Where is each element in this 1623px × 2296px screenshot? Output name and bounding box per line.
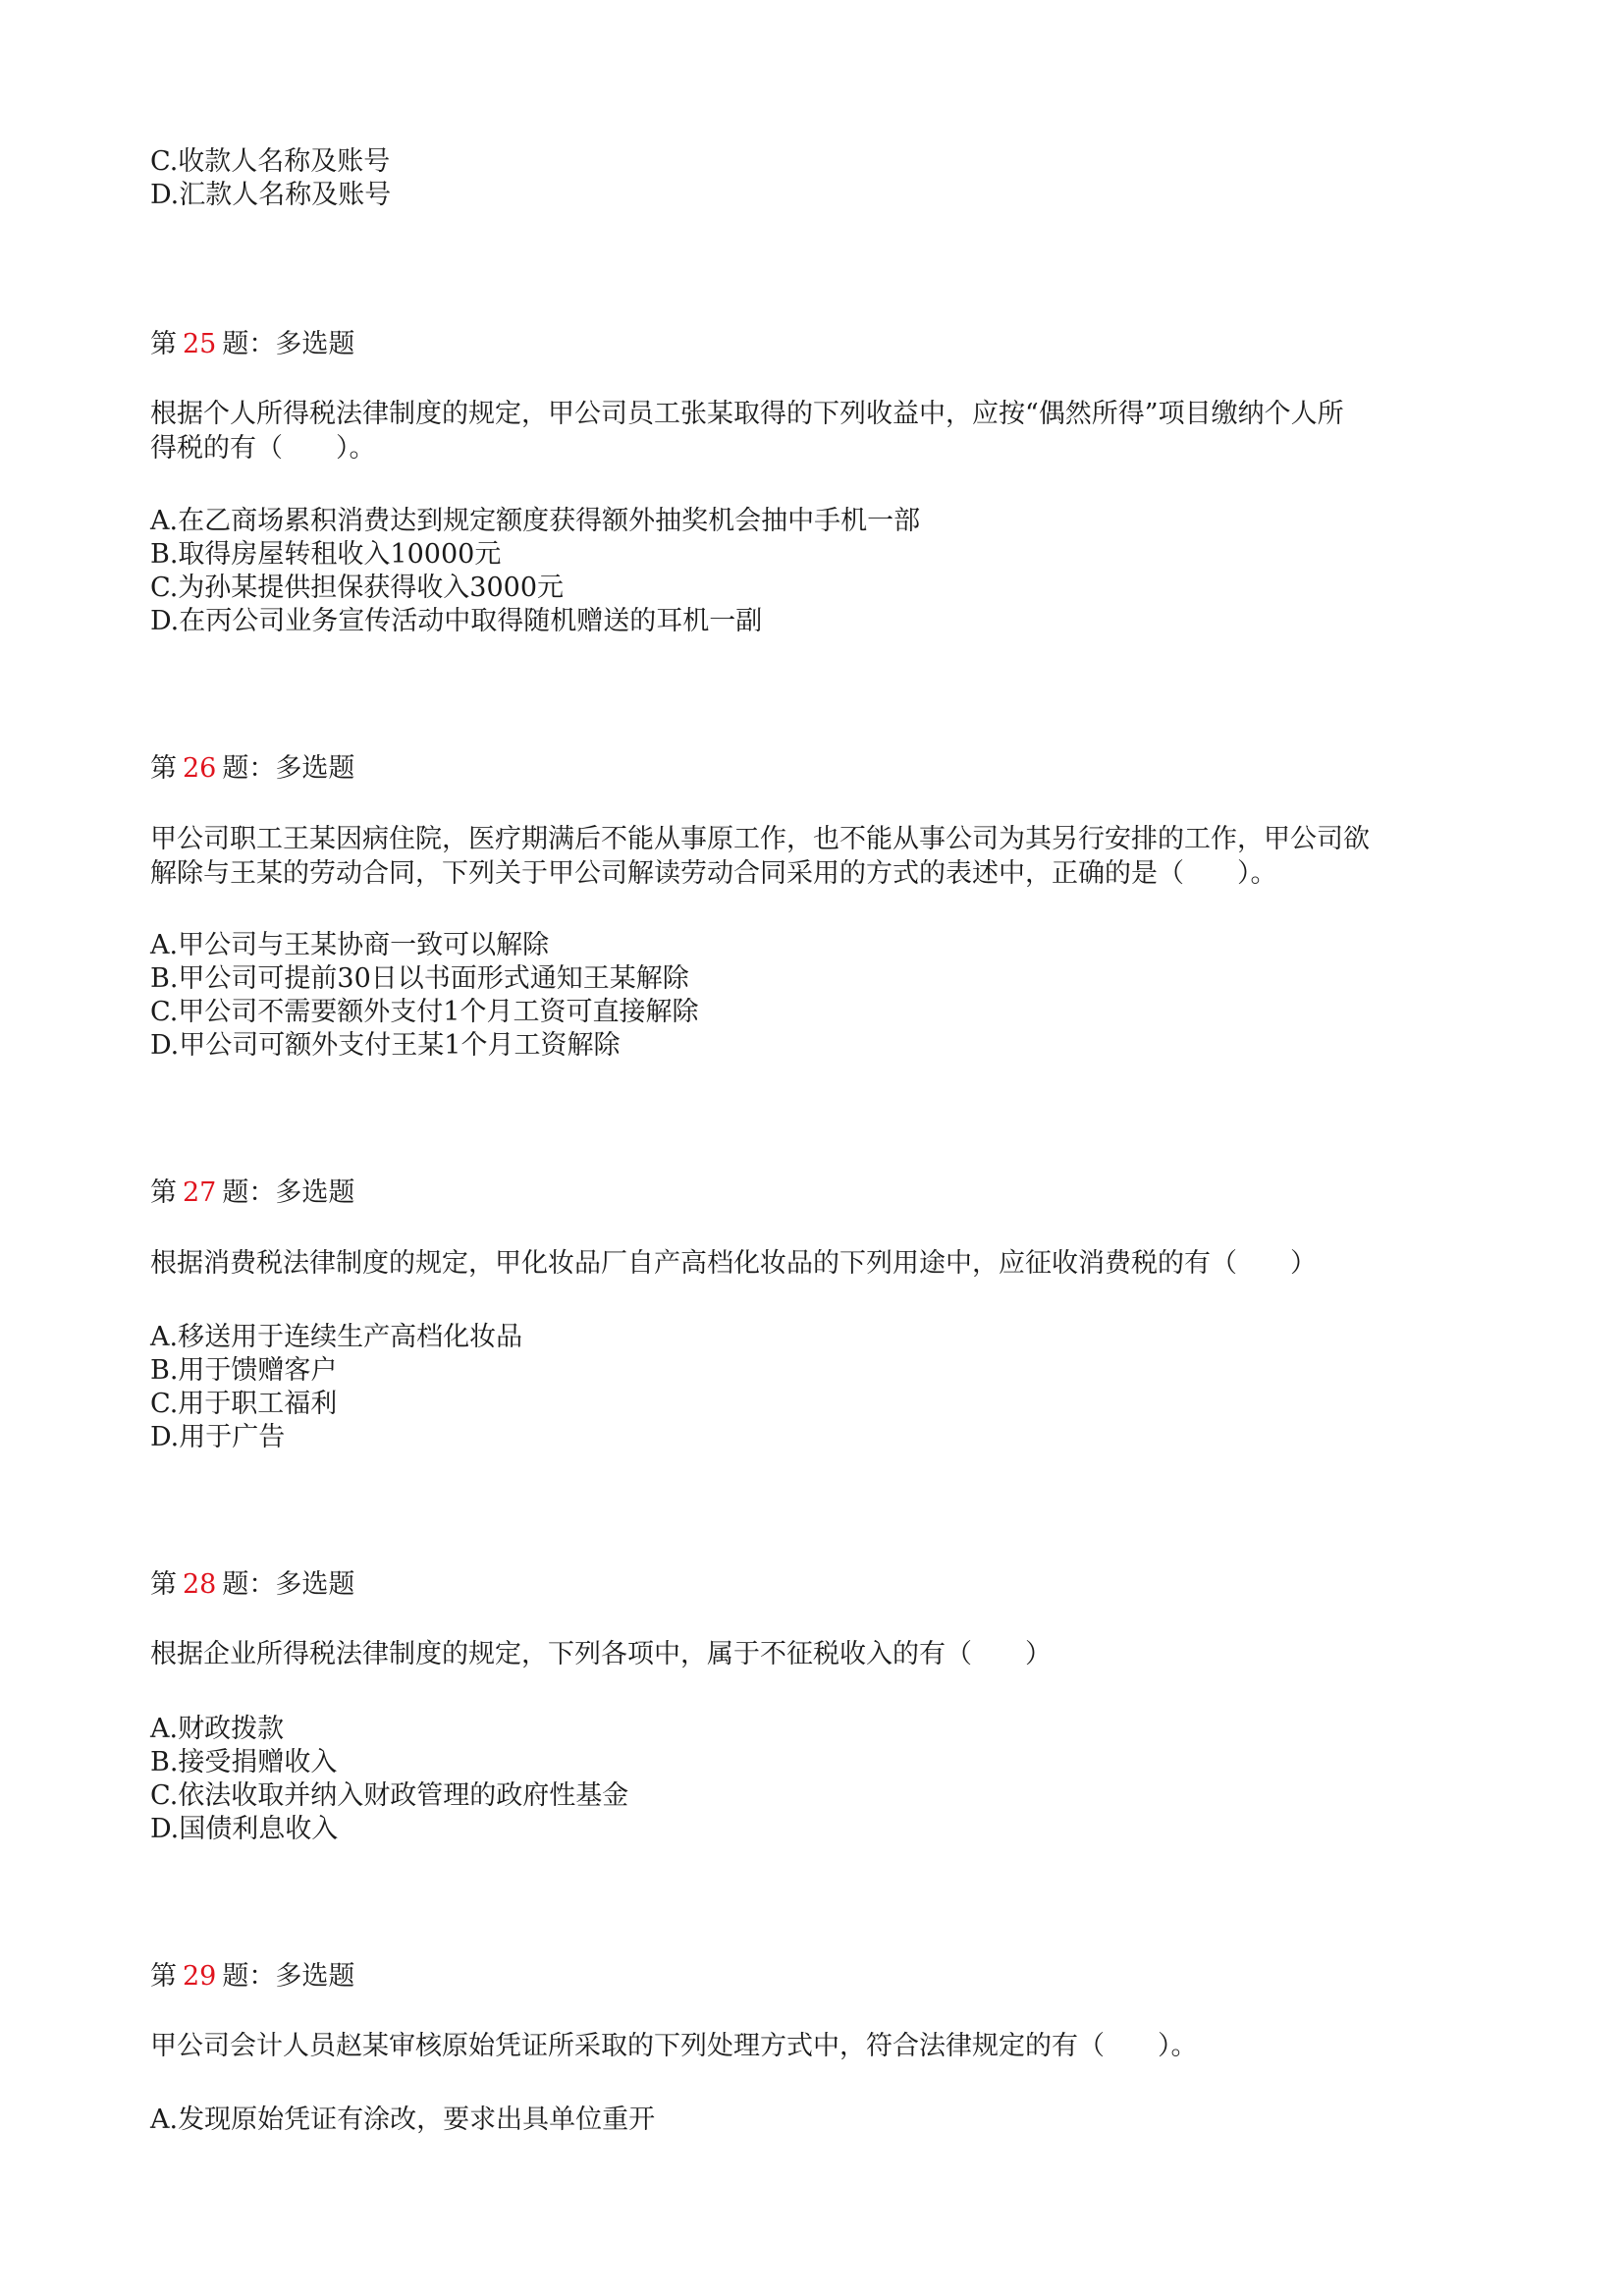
question-number: 28: [183, 1569, 217, 1600]
option-text: C.依法收取并纳入财政管理的政府性基金: [150, 1780, 629, 1811]
question-type: 题：多选题: [222, 753, 355, 784]
option-text: B.取得房屋转租收入10000元: [150, 539, 502, 570]
option-text: D.汇款人名称及账号: [150, 180, 392, 210]
question-type: 题：多选题: [222, 1177, 355, 1208]
option-text: A.移送用于连续生产高档化妆品: [150, 1322, 523, 1352]
option-text: D.在丙公司业务宣传活动中取得随机赠送的耳机一副: [150, 606, 763, 636]
question-prefix: 第: [150, 1569, 177, 1600]
question-header: [150, 328, 354, 361]
question-stem: 甲公司职工王某因病住院，医疗期满后不能从事原工作，也不能从事公司为其另行安排的工作，甲公司欲: [150, 824, 1370, 854]
question-stem: 甲公司会计人员赵某审核原始凭证所采取的下列处理方式中，符合法律规定的有（ ）。: [150, 2031, 1198, 2061]
question-stem: 根据个人所得税法律制度的规定，甲公司员工张某取得的下列收益中，应按“偶然所得”项目缴纳个人所: [150, 399, 1344, 429]
option-text: B.甲公司可提前30日以书面形式通知王某解除: [150, 963, 689, 994]
question-stem: 根据企业所得税法律制度的规定，下列各项中，属于不征税收入的有（ ）: [150, 1639, 1052, 1669]
question-prefix: 第: [150, 1177, 177, 1208]
question-stem: 得税的有（ ）。: [150, 433, 376, 464]
option-text: C.为孙某提供担保获得收入3000元: [150, 573, 564, 603]
question-number: 27: [183, 1177, 217, 1208]
option-text: D.甲公司可额外支付王某1个月工资解除: [150, 1030, 621, 1061]
question-stem: 解除与王某的劳动合同，下列关于甲公司解读劳动合同采用的方式的表述中，正确的是（ ）。: [150, 858, 1277, 889]
question-header: [150, 752, 354, 786]
option-text: B.用于馈赠客户: [150, 1355, 338, 1386]
question-prefix: 第: [150, 329, 177, 359]
question-number: 29: [183, 1961, 217, 1992]
question-header: [150, 1960, 354, 1994]
question-number: 25: [183, 329, 217, 359]
option-text: A.甲公司与王某协商一致可以解除: [150, 930, 550, 960]
question-prefix: 第: [150, 1961, 177, 1992]
option-text: D.国债利息收入: [150, 1814, 339, 1844]
question-stem: 根据消费税法律制度的规定，甲化妆品厂自产高档化妆品的下列用途中，应征收消费税的有（ ）: [150, 1248, 1317, 1279]
document-page: [150, 0, 1486, 2296]
option-text: D.用于广告: [150, 1422, 286, 1452]
question-header: [150, 1568, 354, 1602]
option-text: A.发现原始凭证有涂改，要求出具单位重开: [150, 2105, 656, 2135]
question-prefix: 第: [150, 753, 177, 784]
option-text: A.财政拨款: [150, 1714, 285, 1744]
question-type: 题：多选题: [222, 1569, 355, 1600]
question-type: 题：多选题: [222, 1961, 355, 1992]
option-text: A.在乙商场累积消费达到规定额度获得额外抽奖机会抽中手机一部: [150, 506, 921, 536]
option-text: B.接受捐赠收入: [150, 1747, 338, 1777]
question-header: [150, 1176, 354, 1210]
option-text: C.甲公司不需要额外支付1个月工资可直接解除: [150, 997, 699, 1027]
question-type: 题：多选题: [222, 329, 355, 359]
question-number: 26: [183, 753, 217, 784]
option-text: C.用于职工福利: [150, 1389, 338, 1419]
option-text: C.收款人名称及账号: [150, 146, 391, 177]
